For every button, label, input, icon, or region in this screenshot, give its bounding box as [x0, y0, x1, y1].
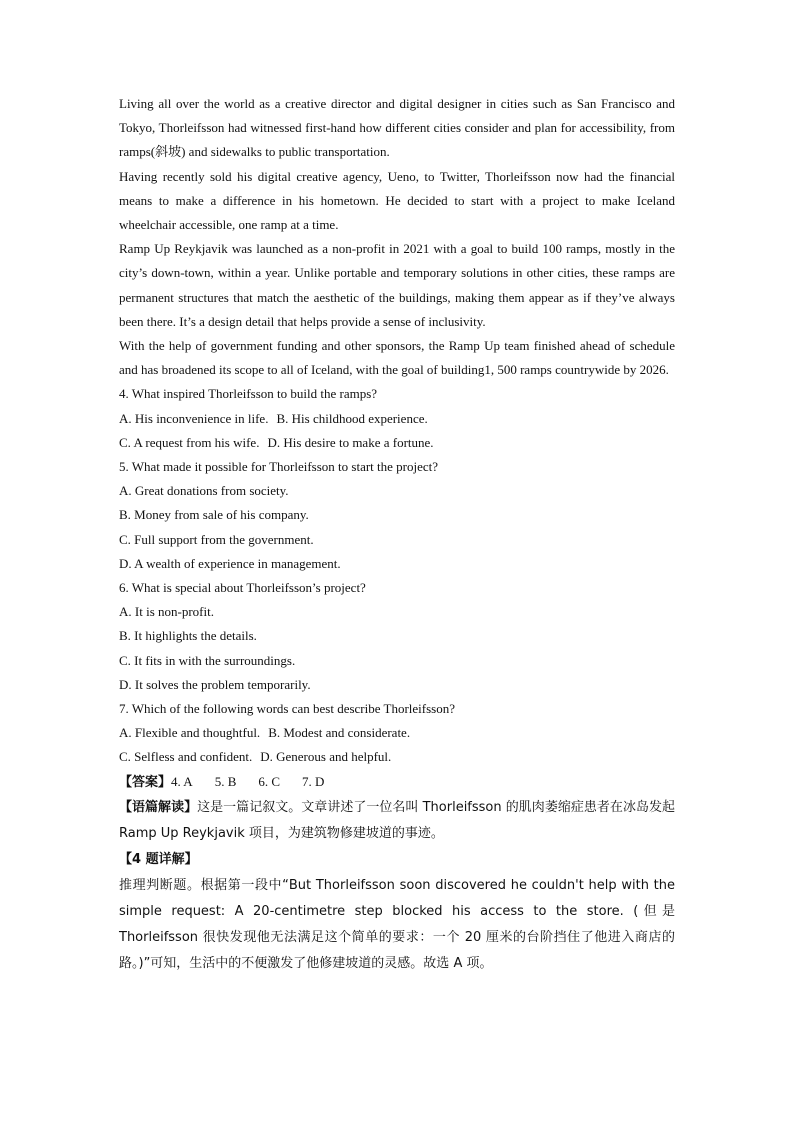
- analysis-label: 【语篇解读】: [119, 799, 198, 815]
- question-6-stem: 6. What is special about Thorleifsson’s project?: [119, 580, 366, 596]
- question-7-option-c: C. Selfless and confident.: [119, 749, 253, 765]
- question-6-option-c: C. It fits in with the surroundings.: [119, 652, 296, 668]
- passage-analysis: [119, 795, 675, 847]
- question-7-option-b: B. Modest and considerate.: [268, 725, 411, 741]
- answer-item: 7. D: [302, 773, 325, 789]
- question-7-options-row-2: [119, 745, 675, 769]
- passage-paragraph-3: Ramp Up Reykjavik was launched as a non-profit in 2021 with a goal to build 100 ramps, mostly in the city’s down-town, within a year. Unlike portable and temporary solutions in other cities, these ramps are permanent structures that match the aesthetic of the buildings, making them appear as if they’ve always been there. It’s a design detail that helps provide a sense of inclusivity.: [119, 241, 675, 329]
- question-4-options-row-1: [119, 407, 675, 431]
- question-4-option-d: D. His desire to make a fortune.: [267, 434, 434, 450]
- passage-paragraph-2: Having recently sold his digital creative agency, Ueno, to Twitter, Thorleifsson now had the financial means to make a difference in his hometown. He decided to start with a project to make Iceland wheelchair accessible, one ramp at a time.: [119, 168, 675, 233]
- question-6-option-d: D. It solves the problem temporarily.: [119, 676, 311, 692]
- question-5-option-d: D. A wealth of experience in management.: [119, 555, 341, 571]
- question-4-stem: 4. What inspired Thorleifsson to build the ramps?: [119, 386, 378, 402]
- question-5-option-a: A. Great donations from society.: [119, 483, 289, 499]
- question-5-option-b: B. Money from sale of his company.: [119, 507, 309, 523]
- answer-item: 5. B: [214, 773, 237, 789]
- question-7-options-row-1: [119, 721, 675, 745]
- question-5-stem: 5. What made it possible for Thorleifsson to start the project?: [119, 459, 439, 475]
- question-4-option-a: A. His inconvenience in life.: [119, 410, 269, 426]
- passage-paragraph-1: Living all over the world as a creative director and digital designer in cities such as San Francisco and Tokyo, Thorleifsson had witnessed first-hand how different cities consider and plan for accessibility, from ramps(斜坡) and sidewalks to public transportation.: [119, 96, 675, 160]
- analysis-text: 这是一篇记叙文。文章讲述了一位名叫 Thorleifsson 的肌肉萎缩症患者在冰岛发起 Ramp Up Reykjavik 项目，为建筑物修建坡道的事迹。: [119, 799, 675, 841]
- passage-paragraph-4: With the help of government funding and other sponsors, the Ramp Up team finished ahead of schedule and has broadened its scope to all of Iceland, with the goal of building1, 500 ramps countrywide by 2026.: [119, 338, 675, 378]
- question-5-option-c: C. Full support from the government.: [119, 531, 314, 547]
- question-4-option-b: B. His childhood experience.: [276, 410, 428, 426]
- answer-label: 【答案】: [119, 774, 172, 790]
- detail-4-text: 推理判断题。根据第一段中“But Thorleifsson soon discovered he couldn't help with the simple request: A 20-centimetre step blocked his access to the store. (但是 Thorleifsson 很快发现他无法满足这个简单的要求：一个 20 厘米的台阶挡住了他进入商店的路。)”可知，生活中的不便激发了他修建坡道的灵感。故选 A 项。: [119, 877, 675, 971]
- document-page: [119, 92, 675, 977]
- question-7-option-a: A. Flexible and thoughtful.: [119, 725, 261, 741]
- detail-4-heading: 【4 题详解】: [119, 851, 198, 867]
- question-7-option-d: D. Generous and helpful.: [260, 749, 392, 765]
- answer-item: 6. C: [258, 773, 281, 789]
- answer-item: 4. A: [171, 773, 193, 789]
- question-6-option-b: B. It highlights the details.: [119, 628, 257, 644]
- question-7-stem: 7. Which of the following words can best describe Thorleifsson?: [119, 701, 455, 717]
- question-4-options-row-2: [119, 431, 675, 455]
- question-4-option-c: C. A request from his wife.: [119, 434, 260, 450]
- answer-key: [119, 770, 675, 795]
- question-6-option-a: A. It is non-profit.: [119, 604, 214, 620]
